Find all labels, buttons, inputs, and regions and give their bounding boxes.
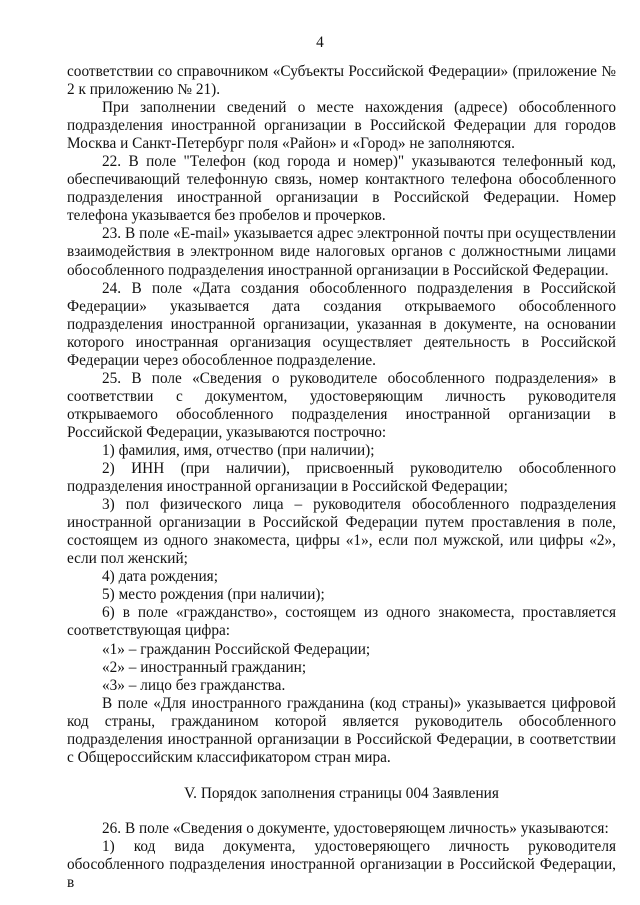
paragraph: 24. В поле «Дата создания обособленного подразделения в Российской Федерации» указывается дата создания открываемого обособленного подразделения иностранной организации, указанная в документе, на основании которого иностранная организация осуществляет деятельность в Российской Федерации через обособленное подразделение. <box>67 279 616 369</box>
paragraphs-before-heading <box>67 63 616 767</box>
paragraph: 1) код вида документа, удостоверяющего личность руководителя обособленного подразделения иностранной организации в Российской Федерации, в <box>67 837 616 892</box>
paragraph: 1) фамилия, имя, отчество (при наличии); <box>102 441 375 459</box>
paragraph: 22. В поле "Телефон (код города и номер)" указываются телефонный код, обеспечивающий телефонную связь, номер контактного телефона обособленного подразделения иностранной организации в Российской Федерации. Номер телефона указывается без пробелов и прочерков. <box>67 153 616 225</box>
paragraphs-after-heading <box>67 820 616 892</box>
paragraph: 3) пол физического лица – руководителя обособленного подразделения иностранной организации в Российской Федерации путем проставления в поле, состоящем из одного знакоместа, цифры «1», если пол мужской, или цифры «2», если пол женский; <box>67 496 616 568</box>
paragraph: 26. В поле «Сведения о документе, удостоверяющем личность» указываются: <box>102 819 609 837</box>
paragraph: В поле «Для иностранного гражданина (код страны)» указывается цифровой код страны, гражданином которой является руководитель обособленного подразделения иностранной организации в Российской Федерации, в соответствии с Общероссийским классификатором стран мира. <box>67 694 616 766</box>
paragraph: 5) место рождения (при наличии); <box>102 586 325 604</box>
paragraph: 25. В поле «Сведения о руководителе обособленного подразделения» в соответствии с документом, удостоверяющим личность руководителя открываемого обособленного подразделения иностранной организации в Российской Федерации, указываются построчно: <box>67 369 616 441</box>
paragraph: 2) ИНН (при наличии), присвоенный руководителю обособленного подразделения иностранной организации в Российской Федерации; <box>67 460 616 496</box>
section-heading: V. Порядок заполнения страницы 004 Заявления <box>184 784 499 802</box>
paragraph: «2» – иностранный гражданин; <box>102 658 307 676</box>
paragraph: «3» – лицо без гражданства. <box>102 676 286 694</box>
paragraph: соответствии со справочником «Субъекты Российской Федерации» (приложение № 2 к приложению № 21). <box>67 63 616 99</box>
paragraph: 4) дата рождения; <box>102 568 218 586</box>
paragraph: 23. В поле «E-mail» указывается адрес электронной почты при осуществлении взаимодействия в электронном виде налоговых органов с должностными лицами обособленного подразделения иностранной организации в Российской Федерации. <box>67 225 616 279</box>
paragraph: При заполнении сведений о месте нахождения (адресе) обособленного подразделения иностранной организации в Российской Федерации для городов Москва и Санкт-Петербург поля «Район» и «Город» не заполняются. <box>67 99 616 153</box>
document-body <box>67 63 616 892</box>
page-number: 4 <box>316 34 324 51</box>
paragraph: «1» – гражданин Российской Федерации; <box>102 640 371 658</box>
paragraph: 6) в поле «гражданство», состоящем из одного знакоместа, проставляется соответствующая цифра: <box>67 604 616 640</box>
